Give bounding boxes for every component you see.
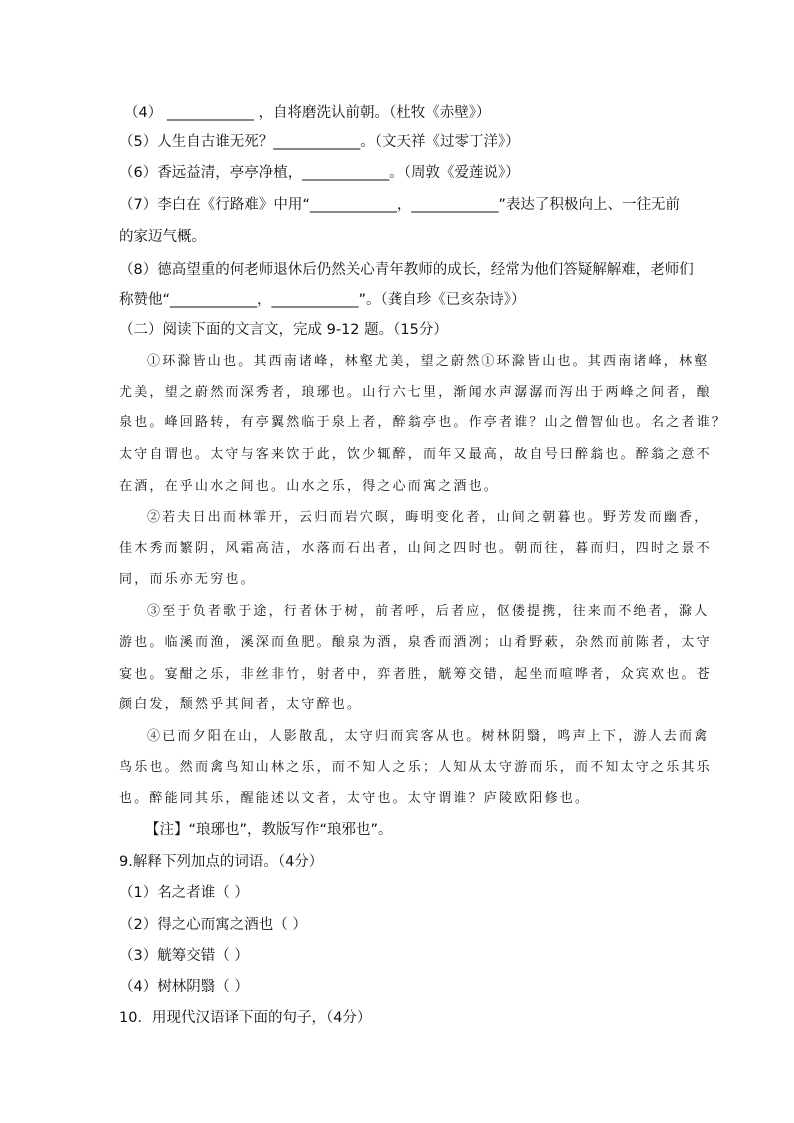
passage-line: 尤美，望之蔚然而深秀者，琅琊也。山行六七里，渐闻水声潺潺而泻出于两峰之间者，酿 xyxy=(119,385,712,400)
passage-line: 佳木秀而繁阴，风霜高洁，水落而石出者，山间之四时也。朝而往，暮而归，四时之景不 xyxy=(119,541,712,556)
passage-line: ④已而夕阳在山，人影散乱，太守归而宾客从也。树林阴翳，鸣声上下，游人去而禽 xyxy=(147,729,710,744)
note: 【注】“琅琊也”，教版写作“琅邪也”。 xyxy=(145,822,393,838)
question-9-item: （3）觥筹交错（ ） xyxy=(119,948,249,964)
fill-in-item-7-cont: 的家迈气概。 xyxy=(119,229,206,245)
passage-line: 泉也。峰回路转，有亭翼然临于泉上者，醉翁亭也。作亭者谁？山之僧智仙也。名之者谁？ xyxy=(119,415,728,430)
question-10-title: 10．用现代汉语译下面的句子，（4分） xyxy=(119,1010,372,1026)
fill-in-item-8: （8）德高望重的何老师退休后仍然关心青年教师的成长，经常为他们答疑解解难，老师们 xyxy=(119,262,694,278)
question-9-item: （1）名之者谁（ ） xyxy=(119,885,249,901)
passage-line: 鸟乐也。然而禽鸟知山林之乐，而不知人之乐；人知从太守游而乐，而不知太守之乐其乐 xyxy=(119,760,712,775)
passage-line: 宴也。宴酣之乐，非丝非竹，射者中，弈者胜，觥筹交错，起坐而喧哗者，众宾欢也。苍 xyxy=(119,667,712,682)
passage-line: 游也。临溪而渔，溪深而鱼肥。酿泉为酒，泉香而酒冽；山肴野蔌，杂然而前陈者，太守 xyxy=(119,635,712,650)
fill-in-item-7: （7）李白在《行路难》中用“____________，____________”表达了积极向上、一往无前 xyxy=(119,197,680,213)
question-9-item: （4）树林阴翳（ ） xyxy=(119,979,249,995)
passage-line: 也。醉能同其乐，醒能述以文者，太守也。太守谓谁？庐陵欧阳修也。 xyxy=(119,791,591,806)
fill-in-item-8-cont: 称赞他“____________，____________”。（龚自珍《已亥杂诗》） xyxy=(119,292,526,308)
passage-line: ①环滁皆山也。其西南诸峰，林壑尤美，望之蔚然①环滁皆山也。其西南诸峰，林壑 xyxy=(147,354,710,369)
fill-in-item-5: （5）人生自古谁无死？____________。（文天祥《过零丁洋》） xyxy=(119,134,520,150)
passage-line: 颜白发，颓然乎其间者，太守醉也。 xyxy=(119,697,363,712)
question-9-title: 9.解释下列加点的词语。（4分） xyxy=(119,854,324,870)
passage-line: 太守自谓也。太守与客来饮于此，饮少辄醉，而年又最高，故自号曰醉翁也。醉翁之意不 xyxy=(119,447,712,462)
section-title: （二）阅读下面的文言文，完成 9-12 题。（15分） xyxy=(119,322,448,338)
question-9-item: （2）得之心而寓之酒也（ ） xyxy=(119,917,307,933)
passage-line: ③至于负者歌于途，行者休于树，前者呼，后者应，伛偻提携，往来而不绝者，滁人 xyxy=(147,604,710,619)
passage-line: ②若夫日出而林霏开，云归而岩穴暝，晦明变化者，山间之朝暮也。野芳发而幽香， xyxy=(147,510,710,525)
fill-in-item-4: （4） ____________ ，自将磨洗认前朝。（杜牧《赤壁》） xyxy=(124,105,491,121)
passage-line: 同，而乐亦无穷也。 xyxy=(119,572,256,587)
fill-in-item-6: （6）香远益清，亭亭净植，____________。（周敦《爱莲说》） xyxy=(119,165,520,181)
passage-line: 在酒，在乎山水之间也。山水之乐，得之心而寓之酒也。 xyxy=(119,479,500,494)
